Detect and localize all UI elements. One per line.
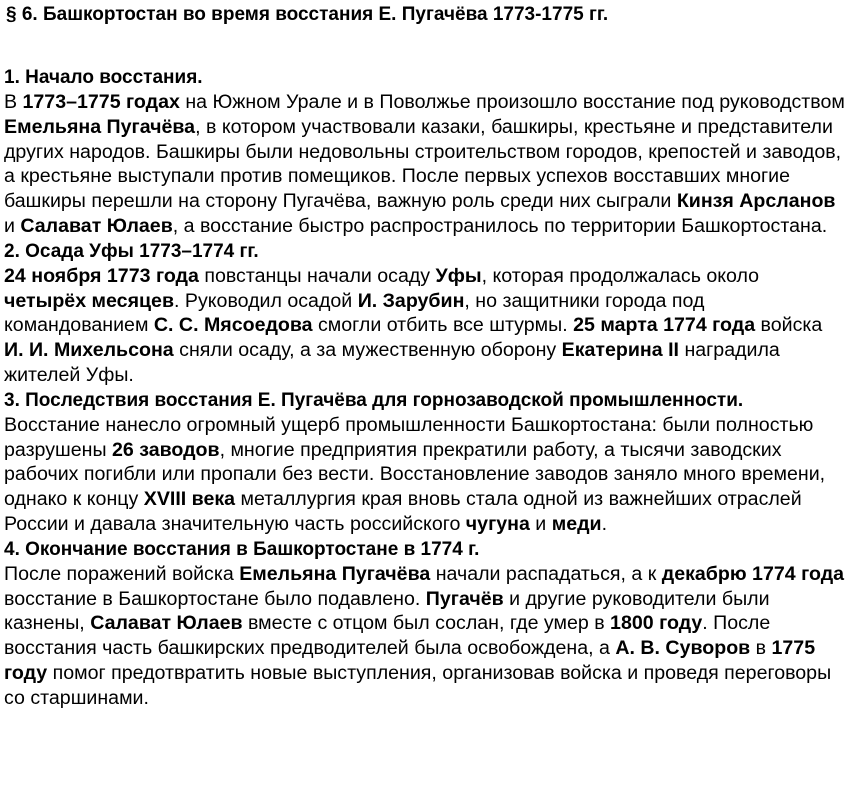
emphasis-text: декабрю 1774 года: [661, 562, 845, 585]
section-paragraph: Восстание нанесло огромный ущерб промышленности Башкортостана: были полностью разрушены 26 заводов, многие предприятия прекратили работу, а тысячи заводских рабочих погибли или пропали без вести. Восстановление заводов заняло много времени, однако к концу XVIII века металлургия края вновь стала одной из важнейших отраслей России и давала значительную часть российского чугуна и меди.: [4, 413, 826, 535]
emphasis-text: 25 марта 1774 года: [573, 314, 756, 337]
emphasis-text: XVIII века: [143, 488, 236, 511]
emphasis-text: Емельяна Пугачёва: [4, 115, 196, 138]
section-heading: 3. Последствия восстания Е. Пугачёва для горнозаводской промышленности.: [4, 389, 744, 411]
emphasis-text: Салават Юлаев: [20, 214, 173, 237]
emphasis-text: Салават Юлаев: [90, 612, 243, 635]
section-consequences: [4, 389, 846, 537]
section-beginning: [4, 66, 846, 239]
section-paragraph: В 1773–1775 годах на Южном Урале и в Поволжье произошло восстание под руководством Емельяна Пугачёва, в котором участвовали казаки, башкиры, крестьяне и представители других народов. Башкиры были недовольны строительством городов, крепостей и заводов, а крестьяне выступали против помещиков. После первых успехов восставших многие башкиры перешли на сторону Пугачёва, важную роль среди них сыграли Кинзя Арсланов и Салават Юлаев, а восстание быстро распространилось по территории Башкортостана.: [4, 91, 845, 237]
emphasis-text: Кинзя Арсланов: [676, 190, 836, 213]
section-heading: 4. Окончание восстания в Башкортостане в 1774 г.: [4, 538, 480, 560]
document-page: [4, 0, 846, 711]
emphasis-text: 1775 году: [4, 637, 816, 684]
emphasis-text: Емельяна Пугачёва: [239, 562, 431, 585]
emphasis-text: 26 заводов: [112, 438, 220, 461]
emphasis-text: четырёх месяцев: [4, 289, 175, 312]
section-paragraph: 24 ноября 1773 года повстанцы начали осаду Уфы, которая продолжалась около четырёх месяцев. Руководил осадой И. Зарубин, но защитники города под командованием С. С. Мясоедова смогли отбить все штурмы. 25 марта 1774 года войска И. И. Михельсона сняли осаду, а за мужественную оборону Екатерина II наградила жителей Уфы.: [4, 264, 823, 386]
emphasis-text: чугуна: [465, 512, 530, 535]
emphasis-text: И. Зарубин: [357, 289, 465, 312]
emphasis-text: меди: [551, 512, 602, 535]
emphasis-text: С. С. Мясоедова: [153, 314, 313, 337]
section-paragraph: После поражений войска Емельяна Пугачёва начали распадаться, а к декабрю 1774 года восстание в Башкортостане было подавлено. Пугачёв и другие руководители были казнены, Салават Юлаев вместе с отцом был сослан, где умер в 1800 году. После восстания часть башкирских предводителей была освобождена, а А. В. Суворов в 1775 году помог предотвратить новые выступления, организовав войска и проведя переговоры со старшинами.: [4, 562, 845, 709]
document-title: § 6. Башкортостан во время восстания Е. Пугачёва 1773-1775 гг.: [6, 4, 609, 25]
emphasis-text: 1773–1775 годах: [22, 91, 180, 113]
emphasis-text: 24 ноября 1773 года: [4, 264, 199, 287]
emphasis-text: И. И. Михельсона: [4, 339, 174, 362]
emphasis-text: 1800 году: [610, 612, 703, 635]
section-end-of-uprising: [4, 538, 846, 711]
section-heading: 2. Осада Уфы 1773–1774 гг.: [4, 240, 259, 262]
section-heading: 1. Начало восстания.: [4, 67, 203, 88]
emphasis-text: А. В. Суворов: [615, 637, 751, 660]
emphasis-text: Екатерина II: [561, 339, 679, 362]
emphasis-text: Пугачёв: [425, 587, 504, 610]
section-siege-of-ufa: [4, 240, 846, 388]
emphasis-text: Уфы: [435, 264, 482, 287]
